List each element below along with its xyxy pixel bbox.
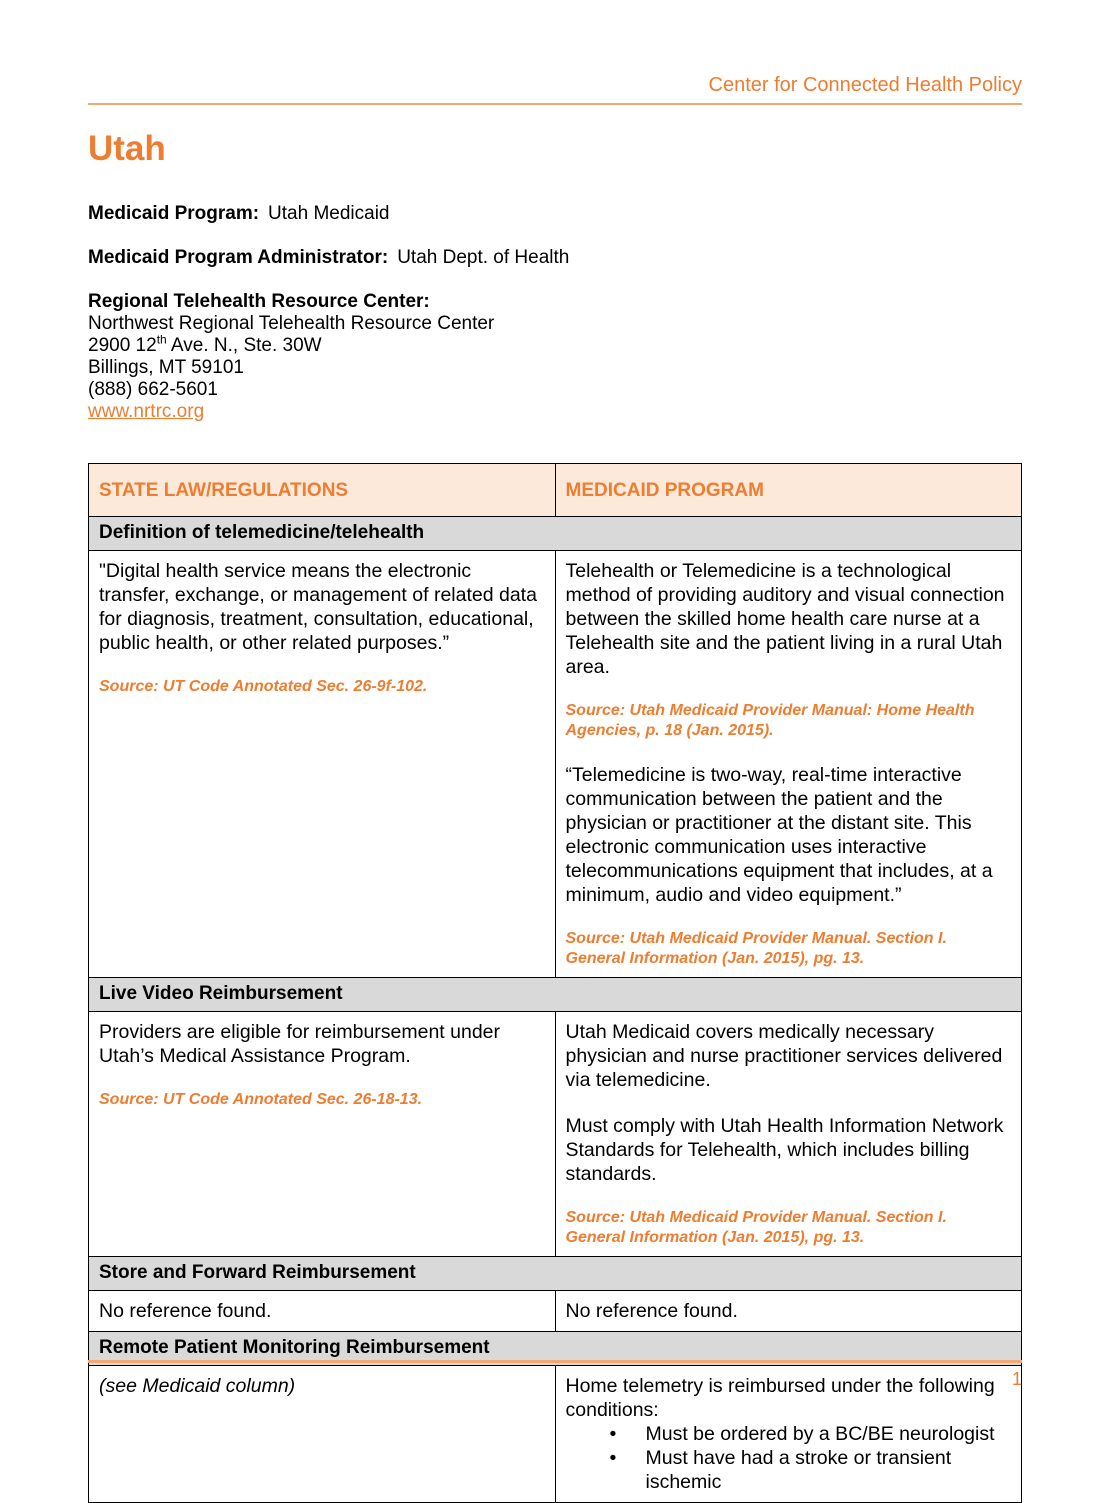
table-row <box>89 1012 1022 1257</box>
rtrc-label: Regional Telehealth Resource Center: <box>88 291 430 312</box>
page-footer <box>88 1360 1022 1390</box>
column-header-state-law: STATE LAW/REGULATIONS <box>89 464 556 517</box>
paragraph: Must comply with Utah Health Information Network Standards for Telehealth, which includes billing standards. <box>565 1115 1004 1185</box>
paragraph: Home telemetry is reimbursed under the following conditions: <box>565 1375 995 1421</box>
section-header-row <box>89 517 1022 551</box>
medicaid-program-label: Medicaid Program: <box>88 203 260 224</box>
source-citation: Source: Utah Medicaid Provider Manual. Section I. General Information (Jan. 2015), pg. 13. <box>565 930 947 967</box>
cell-store-forward-medicaid <box>555 1291 1022 1332</box>
rtrc-block <box>88 291 1022 423</box>
paragraph: Utah Medicaid covers medically necessary physician and nurse practitioner services delivered via telemedicine. <box>565 1021 1003 1091</box>
administrator-label: Medicaid Program Administrator: <box>88 247 389 268</box>
rtrc-name: Northwest Regional Telehealth Resource Center <box>88 313 495 334</box>
table-row <box>89 551 1022 978</box>
table-row <box>89 1291 1022 1332</box>
section-header-store-forward: Store and Forward Reimbursement <box>89 1257 1022 1291</box>
ordinal-superscript: th <box>156 332 167 347</box>
section-header-live-video: Live Video Reimbursement <box>89 978 1022 1012</box>
section-header-row <box>89 978 1022 1012</box>
source-citation: Source: UT Code Annotated Sec. 26-18-13. <box>99 1091 423 1108</box>
cell-live-video-state-law <box>89 1012 556 1257</box>
cell-definition-state-law <box>89 551 556 978</box>
administrator-value: Utah Dept. of Health <box>397 247 570 268</box>
rtrc-website-line <box>88 401 1022 423</box>
source-citation: Source: Utah Medicaid Provider Manual. Section I. General Information (Jan. 2015), pg. 13. <box>565 1209 947 1246</box>
paragraph: (see Medicaid column) <box>99 1375 296 1397</box>
paragraph: No reference found. <box>565 1300 738 1322</box>
rtrc-city: Billings, MT 59101 <box>88 357 244 378</box>
section-header-remote-monitoring: Remote Patient Monitoring Reimbursement <box>89 1332 1022 1366</box>
paragraph: No reference found. <box>99 1300 272 1322</box>
header-rule <box>88 103 1022 105</box>
medicaid-program-line <box>88 203 1022 225</box>
cell-live-video-medicaid <box>555 1012 1022 1257</box>
page-number: 1 <box>1011 1369 1022 1389</box>
paragraph: “Telemedicine is two-way, real-time interactive communication between the patient and the physician or practitioner at the distant site. This electronic communication uses interactive telecommunications equipment that includes, at a minimum, audio and video equipment.” <box>565 764 993 906</box>
paragraph: "Digital health service means the electronic transfer, exchange, or management of related data for diagnosis, treatment, consultation, educational, public health, or other related purposes.” <box>99 560 537 654</box>
medicaid-program-value: Utah Medicaid <box>268 203 390 224</box>
table-header-row <box>89 464 1022 517</box>
page-title: Utah <box>88 129 166 168</box>
rtrc-phone: (888) 662-5601 <box>88 379 218 400</box>
column-header-medicaid: MEDICAID PROGRAM <box>555 464 1022 517</box>
paragraph: Telehealth or Telemedicine is a technological method of providing auditory and visual connection between the skilled home health care nurse at a Telehealth site and the patient living in a rural Utah area. <box>565 560 1005 678</box>
cell-store-forward-state-law <box>89 1291 556 1332</box>
paragraph: Providers are eligible for reimbursement under Utah’s Medical Assistance Program. <box>99 1021 501 1067</box>
administrator-line <box>88 247 1022 269</box>
conditions-list <box>566 1422 1010 1494</box>
info-block <box>88 203 1022 423</box>
policy-table <box>88 463 1022 1503</box>
rtrc-street: 2900 12th Ave. N., Ste. 30W <box>88 332 322 356</box>
list-item: • Must be ordered by a BC/BE neurologist <box>610 1422 1010 1446</box>
section-header-definition: Definition of telemedicine/telehealth <box>89 517 1022 551</box>
nrtrc-link[interactable]: www.nrtrc.org <box>88 401 205 422</box>
section-header-row <box>89 1257 1022 1291</box>
source-citation: Source: UT Code Annotated Sec. 26-9f-102. <box>99 678 428 695</box>
source-citation: Source: Utah Medicaid Provider Manual: Home Health Agencies, p. 18 (Jan. 2015). <box>565 702 975 739</box>
brand-header: Center for Connected Health Policy <box>708 74 1022 96</box>
footer-rule <box>88 1360 1022 1363</box>
cell-definition-medicaid <box>555 551 1022 978</box>
list-item: • Must have had a stroke or transient ischemic <box>610 1446 1010 1494</box>
